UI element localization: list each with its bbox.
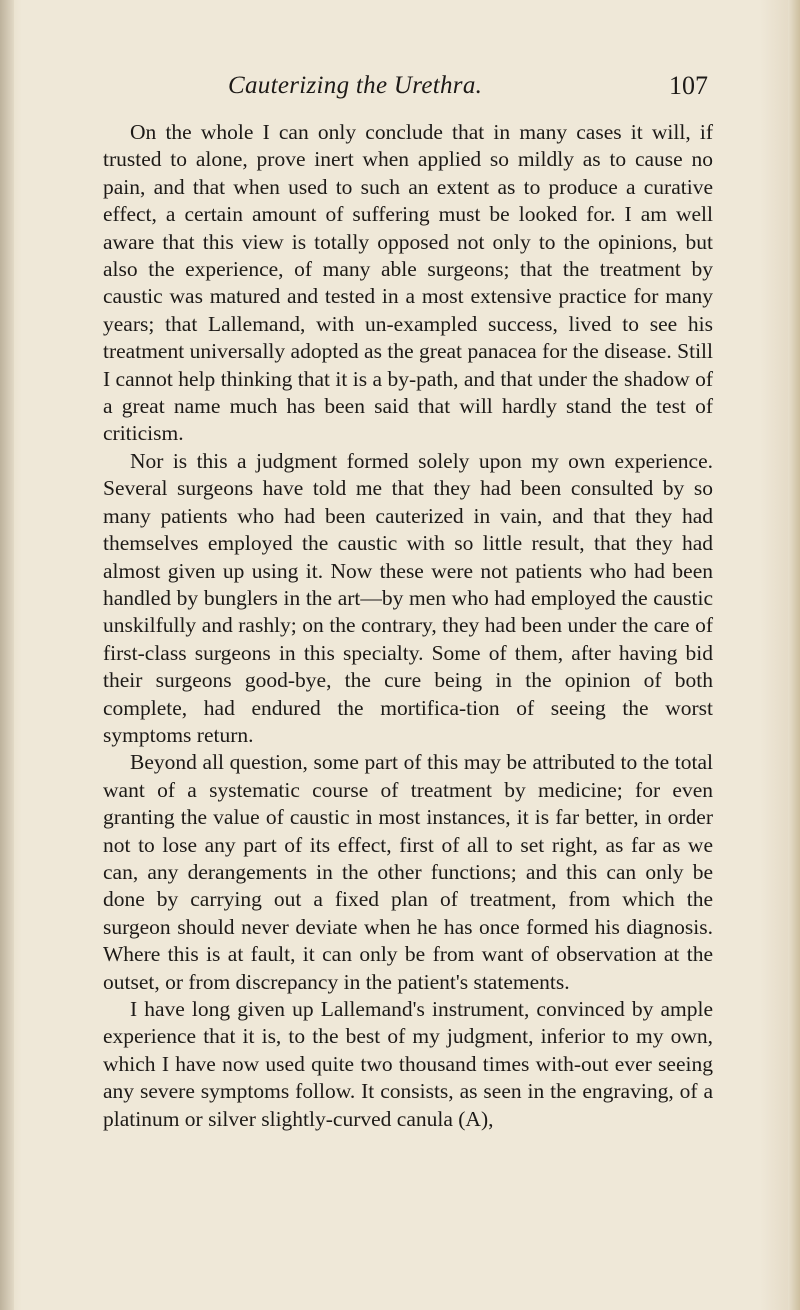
paragraph-1: On the whole I can only conclude that in many cases it will, if trusted to alone, prove inert when applied so mildly as to cause no pain, and that when used to such an extent as to produce a curative effect, a certain amount of suffering must be looked for. I am well aware that this view is totally opposed not only to the opinions, but also the experience, of many able surgeons; that the treatment by caustic was matured and tested in a most extensive practice for many years; that Lallemand, with un-exampled success, lived to see his treatment universally adopted as the great panacea for the disease. Still I cannot help thinking that it is a by-path, and that under the shadow of a great name much has been said that will hardly stand the test of criticism. bbox=[103, 120, 713, 446]
running-header bbox=[228, 66, 708, 106]
page-edge bbox=[788, 0, 800, 1310]
paragraph-3: Beyond all question, some part of this may be attributed to the total want of a systematic course of treatment by medicine; for even granting the value of caustic in most instances, it is far better, in order not to lose any part of its effect, first of all to set right, as far as we can, any derangements in the other functions; and this can only be done by carrying out a fixed plan of treatment, from which the surgeon should never deviate when he has once formed his diagnosis. Where this is at fault, it can only be from want of observation at the outset, or from discrepancy in the patient's statements. bbox=[103, 750, 713, 994]
running-title: Cauterizing the Urethra. bbox=[228, 72, 483, 99]
paragraph-4: I have long given up Lallemand's instrument, convinced by ample experience that it is, to the best of my judgment, inferior to my own, which I have now used quite two thousand times with-out ever seeing any severe symptoms follow. It consists, as seen in the engraving, of a platinum or silver slightly-curved canula (A), bbox=[103, 997, 713, 1131]
binding-gutter bbox=[0, 0, 14, 1310]
paragraph-2: Nor is this a judgment formed solely upon my own experience. Several surgeons have told me that they had been consulted by so many patients who had been cauterized in vain, and that they had themselves employed the caustic with so little result, that they had almost given up using it. Now these were not patients who had been handled by bunglers in the art—by men who had employed the caustic unskilfully and rashly; on the contrary, they had been under the care of first-class surgeons in this specialty. Some of them, after having bid their surgeons good-bye, the cure being in the opinion of both complete, had endured the mortifica-tion of seeing the worst symptoms return. bbox=[103, 448, 713, 747]
body-text bbox=[103, 119, 713, 1133]
page-number: 107 bbox=[669, 71, 708, 100]
